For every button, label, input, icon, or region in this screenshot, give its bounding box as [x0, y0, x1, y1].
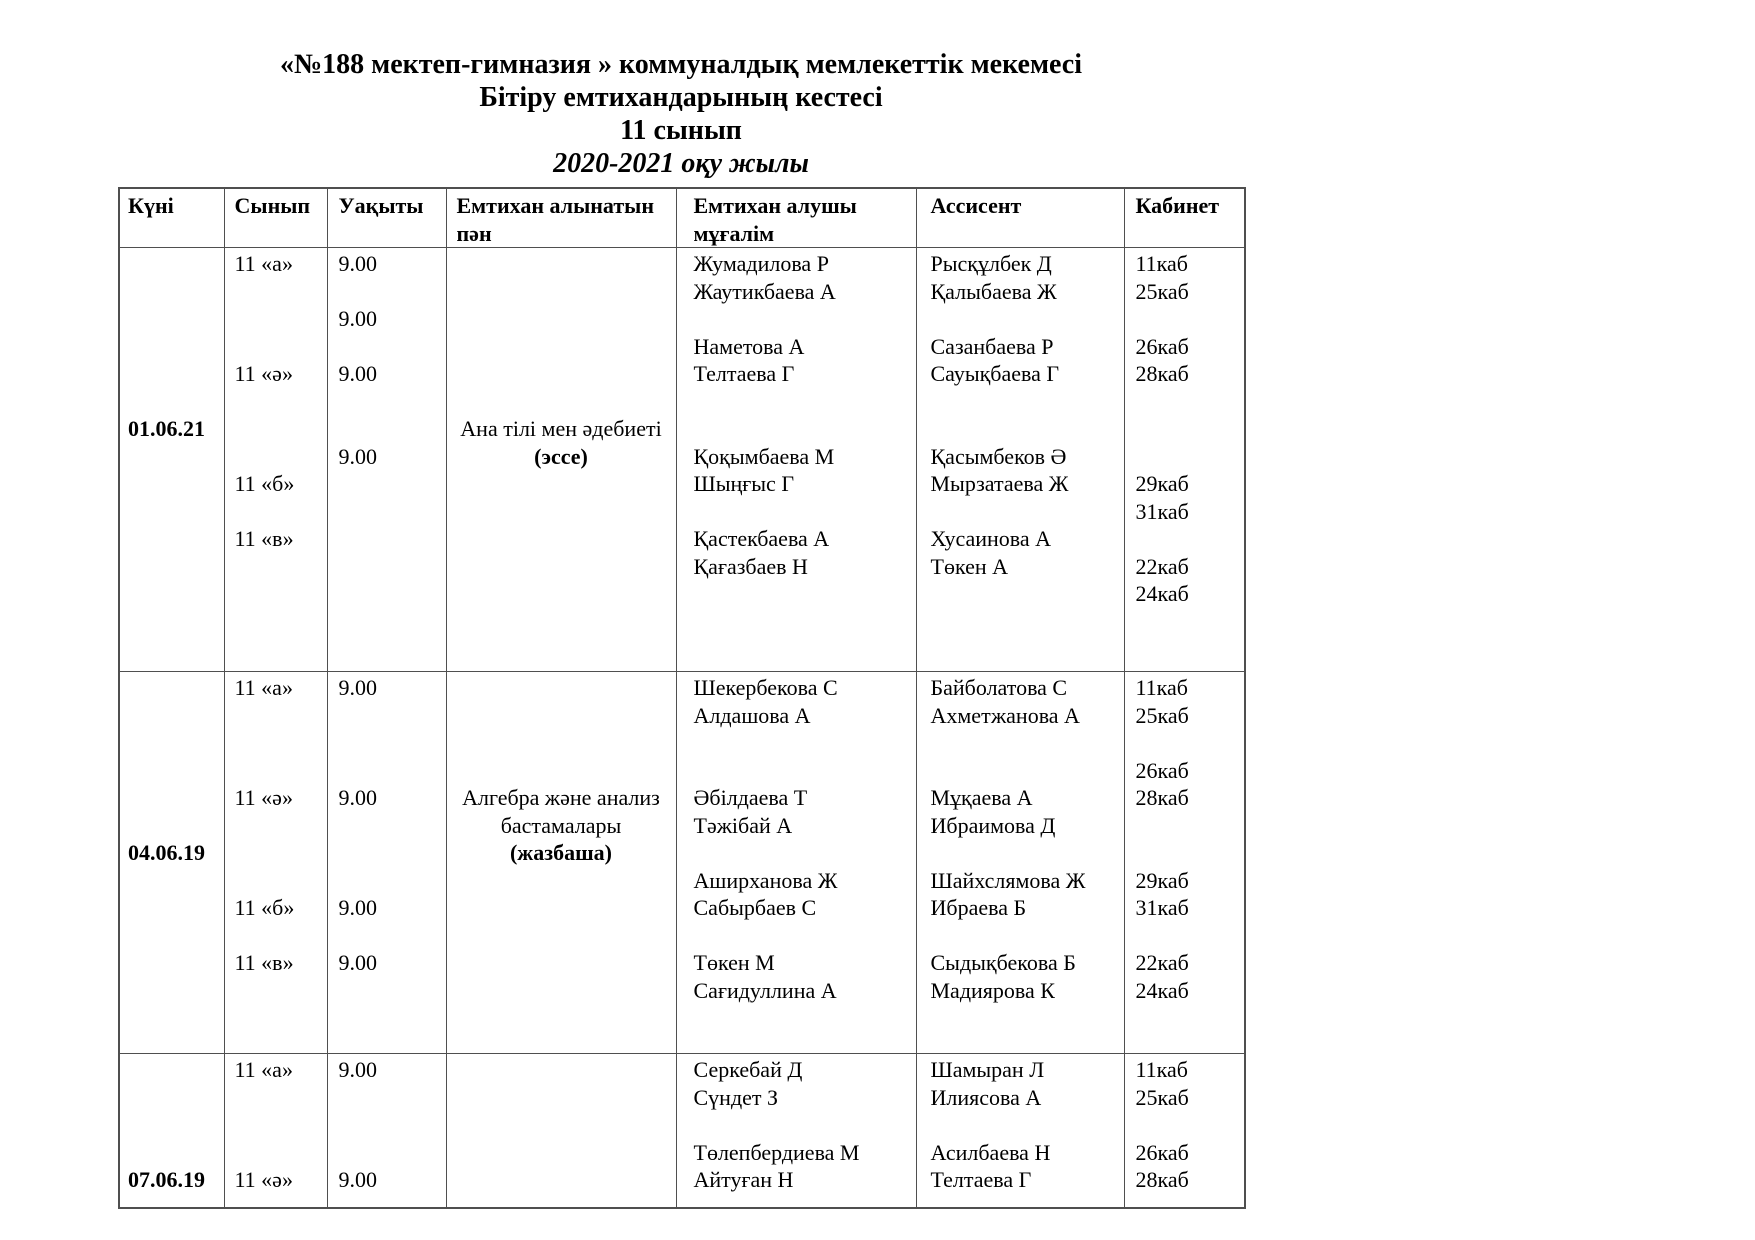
cell-line [447, 360, 676, 388]
schedule-row-01.06.21 [119, 248, 1245, 672]
cell-line: Серкебай Д [693, 1057, 803, 1082]
column-header-mugalim: Емтихан алушы мұғалім [676, 188, 916, 248]
cell-line: Төлепбердиева М [693, 1139, 860, 1165]
cell-line: Хусаинова А [930, 526, 1052, 551]
cell-room [1124, 248, 1245, 672]
cell-line [447, 305, 676, 333]
cell-line [447, 729, 676, 757]
column-header-assisent: Ассисент [916, 188, 1124, 248]
cell-line: 07.06.19 [128, 1167, 205, 1192]
cell-line: 31каб [1135, 498, 1189, 524]
cell-line: 28каб [1135, 785, 1189, 810]
cell-line: Алгебра және анализ [462, 785, 660, 810]
cell-date [119, 672, 224, 1054]
column-header-kabinet: Кабинет [1124, 188, 1245, 248]
cell-line [694, 1111, 916, 1139]
cell-line [694, 922, 916, 950]
cell-line: 25каб [1135, 702, 1189, 728]
cell-line [339, 839, 446, 867]
cell-line [1136, 922, 1245, 950]
cell-line: 11 «б» [234, 895, 295, 920]
cell-line: 9.00 [338, 251, 377, 276]
cell-line [235, 702, 327, 730]
cell-line: Ахметжанова А [930, 702, 1080, 728]
cell-line [235, 922, 327, 950]
cell-line [128, 702, 224, 730]
cell-class [224, 1054, 327, 1208]
cell-line: Асилбаева Н [930, 1139, 1051, 1165]
cell-line [235, 333, 327, 361]
cell-line [235, 867, 327, 895]
cell-subject [446, 1054, 676, 1208]
cell-line [931, 415, 1124, 443]
cell-line: Қоқымбаева М [693, 443, 835, 469]
cell-line [339, 1084, 446, 1112]
cell-line: 9.00 [338, 306, 377, 331]
cell-line [931, 729, 1124, 757]
cell-line: 26каб [1135, 333, 1189, 359]
cell-line: Мырзатаева Ж [930, 471, 1069, 496]
cell-line [235, 1111, 327, 1139]
cell-line [235, 388, 327, 416]
cell-line [128, 333, 224, 361]
cell-line: 28каб [1135, 1167, 1189, 1192]
cell-assistant [916, 672, 1124, 1054]
cell-line [339, 388, 446, 416]
cell-line: Қастекбаева А [693, 526, 830, 551]
cell-line [1136, 525, 1245, 553]
schedule-title: Бітіру емтихандарының кестесі [479, 82, 883, 113]
cell-line: Қалыбаева Ж [930, 278, 1057, 304]
cell-line: 11 «а» [234, 251, 293, 276]
cell-examiner [676, 248, 916, 672]
cell-line [1136, 443, 1245, 471]
cell-line [339, 1111, 446, 1139]
cell-line [235, 1139, 327, 1167]
cell-line [128, 1056, 224, 1084]
cell-line [235, 1084, 327, 1112]
cell-line: Қағазбаев Н [693, 553, 808, 579]
cell-line [931, 388, 1124, 416]
cell-assistant [916, 1054, 1124, 1208]
cell-line [931, 757, 1124, 785]
cell-line [128, 1084, 224, 1112]
cell-line: 11каб [1135, 1057, 1188, 1082]
cell-line [931, 1111, 1124, 1139]
cell-line: Алдашова А [693, 702, 811, 728]
cell-line: 11 «а» [234, 675, 293, 700]
cell-line [235, 443, 327, 471]
cell-line: 11 «ә» [234, 785, 293, 810]
cell-line [1136, 839, 1245, 867]
cell-line: Рысқұлбек Д [930, 251, 1052, 276]
cell-line: 11 «а» [234, 1057, 293, 1082]
cell-line [339, 333, 446, 361]
cell-line: Байболатова С [930, 675, 1068, 700]
cell-line [447, 250, 676, 278]
cell-line [447, 388, 676, 416]
cell-line [931, 922, 1124, 950]
cell-line: 22каб [1135, 950, 1189, 975]
cell-line [128, 757, 224, 785]
cell-line: Шайхслямова Ж [930, 867, 1086, 893]
cell-line [1136, 729, 1245, 757]
cell-line: Сабырбаев С [693, 895, 817, 920]
cell-line: Ибраева Б [930, 895, 1027, 920]
cell-line: Сауықбаева Г [930, 361, 1060, 386]
cell-line: 01.06.21 [128, 416, 205, 441]
cell-line [931, 498, 1124, 526]
cell-line: бастамалары [500, 812, 622, 838]
cell-line: 28каб [1135, 361, 1189, 386]
cell-line: 11 «в» [234, 526, 294, 551]
schedule-row-07.06.19 [119, 1054, 1245, 1208]
cell-line [235, 757, 327, 785]
column-header-pan: Емтихан алынатын пән [446, 188, 676, 248]
cell-line: 9.00 [338, 895, 377, 920]
cell-line: 24каб [1135, 581, 1189, 606]
cell-line: Мұқаева А [930, 785, 1033, 810]
cell-room [1124, 1054, 1245, 1208]
cell-line [447, 674, 676, 702]
cell-line [447, 333, 676, 361]
cell-line [339, 757, 446, 785]
table-header-row [119, 188, 1245, 248]
cell-line [235, 278, 327, 306]
cell-line: 9.00 [338, 950, 377, 975]
cell-line [235, 812, 327, 840]
cell-line [235, 729, 327, 757]
cell-date [119, 248, 224, 672]
cell-line: 9.00 [338, 1057, 377, 1082]
cell-line [1136, 305, 1245, 333]
cell-room [1124, 672, 1245, 1054]
schedule-row-04.06.19 [119, 672, 1245, 1054]
cell-line [339, 1139, 446, 1167]
cell-line: Мадиярова К [930, 977, 1055, 1003]
cell-line [694, 388, 916, 416]
cell-line [447, 757, 676, 785]
cell-line [339, 867, 446, 895]
cell-line: Шыңғыс Г [693, 471, 795, 496]
cell-line: Сыдықбекова Б [930, 950, 1076, 975]
cell-line: Сүндет З [693, 1084, 779, 1110]
cell-line: Қасымбеков Ә [930, 443, 1067, 469]
cell-subject [446, 248, 676, 672]
cell-line: Шамыран Л [930, 1057, 1045, 1082]
cell-class [224, 672, 327, 1054]
document-header [118, 48, 1244, 180]
cell-line [235, 839, 327, 867]
cell-line [447, 278, 676, 306]
cell-subject [446, 672, 676, 1054]
cell-line: 04.06.19 [128, 840, 205, 865]
cell-line [235, 498, 327, 526]
cell-line [1136, 415, 1245, 443]
cell-line: Ана тілі мен әдебиеті [460, 416, 662, 441]
cell-line: Жаутикбаева А [693, 278, 836, 304]
cell-line: (эссе) [534, 443, 588, 469]
cell-line: 11каб [1135, 675, 1188, 700]
cell-line [694, 415, 916, 443]
grade-title: 11 сынып [620, 115, 742, 146]
cell-line [339, 278, 446, 306]
cell-line [128, 784, 224, 812]
cell-examiner [676, 1054, 916, 1208]
column-header-synyp: Сынып [224, 188, 327, 248]
cell-line: 26каб [1135, 1139, 1189, 1165]
cell-line: Тәжібай А [693, 812, 793, 838]
cell-line: 29каб [1135, 471, 1189, 496]
cell-line: 11 «в» [234, 950, 294, 975]
cell-line [128, 278, 224, 306]
cell-line: Айтуған Н [693, 1167, 794, 1192]
cell-time [327, 248, 446, 672]
cell-line: 11 «б» [234, 471, 295, 496]
cell-line [128, 250, 224, 278]
exam-schedule-table [118, 187, 1246, 1209]
cell-time [327, 1054, 446, 1208]
cell-line: Илиясова А [930, 1084, 1042, 1110]
cell-line [339, 729, 446, 757]
cell-line: 11 «ә» [234, 361, 293, 386]
cell-line [931, 305, 1124, 333]
cell-line: Телтаева Г [693, 361, 795, 386]
cell-line [235, 415, 327, 443]
cell-line: Төкен М [693, 950, 775, 975]
cell-line: Телтаева Г [930, 1167, 1032, 1192]
cell-line [694, 757, 916, 785]
cell-line: 9.00 [338, 1167, 377, 1192]
cell-line: Наметова А [693, 333, 805, 359]
cell-line [694, 498, 916, 526]
cell-time [327, 672, 446, 1054]
cell-line [1136, 388, 1245, 416]
cell-line: 25каб [1135, 278, 1189, 304]
cell-line: 25каб [1135, 1084, 1189, 1110]
cell-line [235, 305, 327, 333]
cell-line: 9.00 [338, 361, 377, 386]
cell-line [447, 702, 676, 730]
cell-date [119, 1054, 224, 1208]
cell-line [339, 702, 446, 730]
cell-line: Төкен А [930, 553, 1009, 579]
cell-line [1136, 1111, 1245, 1139]
cell-line: Ибраимова Д [930, 812, 1056, 838]
cell-line: 11каб [1135, 251, 1188, 276]
cell-line [931, 839, 1124, 867]
cell-line: Сазанбаева Р [930, 333, 1054, 359]
cell-line: (жазбаша) [509, 840, 613, 865]
column-header-kuni: Күні [119, 188, 224, 248]
cell-line: 29каб [1135, 867, 1189, 893]
org-title: «№188 мектеп-гимназия » коммуналдық мемлекеттік мекемесі [279, 49, 1083, 80]
cell-line [339, 922, 446, 950]
cell-line [128, 729, 224, 757]
cell-line [1136, 812, 1245, 840]
cell-line: 24каб [1135, 977, 1189, 1003]
cell-line [128, 812, 224, 840]
cell-line: Сағидуллина А [693, 977, 837, 1003]
cell-line: 26каб [1135, 757, 1189, 783]
cell-examiner [676, 672, 916, 1054]
cell-line [694, 729, 916, 757]
cell-line [128, 305, 224, 333]
cell-line: Жумадилова Р [693, 251, 829, 276]
cell-line [128, 674, 224, 702]
cell-line [128, 388, 224, 416]
cell-line [128, 1139, 224, 1167]
cell-line: Аширханова Ж [693, 867, 838, 893]
column-header-uakyty: Уақыты [327, 188, 446, 248]
cell-line [694, 305, 916, 333]
cell-line [339, 812, 446, 840]
cell-line [128, 360, 224, 388]
cell-line [694, 839, 916, 867]
cell-line: 11 «ә» [234, 1167, 293, 1192]
cell-line: 22каб [1135, 553, 1189, 579]
cell-line [128, 1111, 224, 1139]
cell-line: 9.00 [338, 785, 377, 810]
cell-assistant [916, 248, 1124, 672]
cell-line: Шекербекова С [693, 675, 838, 700]
cell-class [224, 248, 327, 672]
cell-line: 9.00 [338, 443, 377, 469]
cell-line: 31каб [1135, 895, 1189, 920]
cell-line [339, 415, 446, 443]
cell-line: Әбілдаева Т [693, 785, 808, 810]
year-title: 2020-2021 оқу жылы [553, 148, 809, 179]
cell-line: 9.00 [338, 675, 377, 700]
